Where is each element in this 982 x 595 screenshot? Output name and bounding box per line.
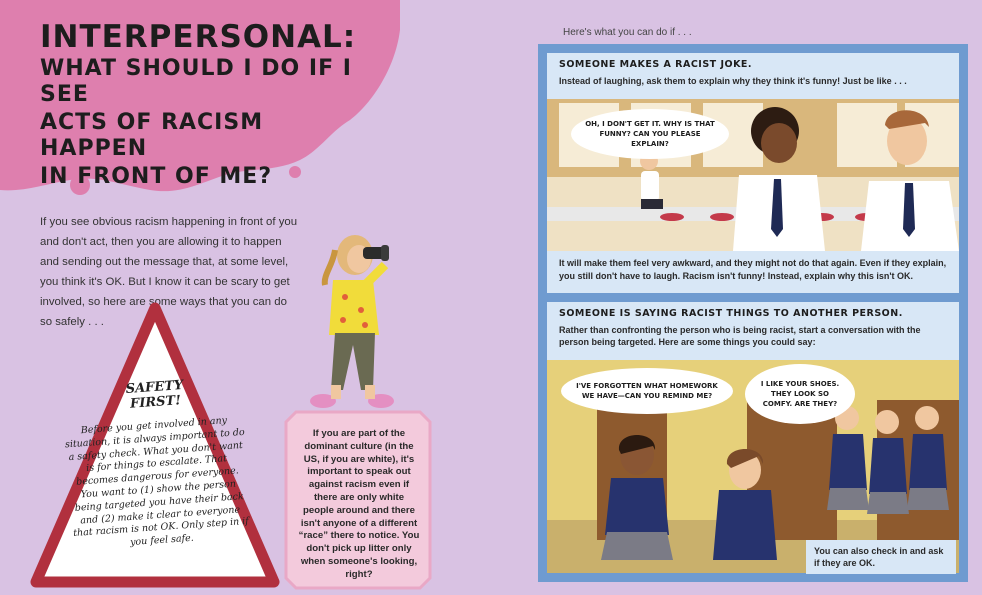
safety-title-line-2: FIRST!: [129, 393, 182, 412]
panel-1-title: SOMEONE MAKES A RACIST JOKE.: [559, 59, 753, 70]
dominant-culture-text: If you are part of the dominant culture (in the US, if you are white), it's important to speak out against racism even if there are only white people around and there isn't anyone of a different “race” there to notice. You don't pick up litter only when someone's looking, right?: [298, 428, 420, 580]
panel-1-header: [547, 53, 959, 99]
safety-first-title: [114, 377, 196, 413]
page-subtitle-line-3: IN FRONT OF ME?: [40, 164, 273, 189]
panel-1-footer: It will make them feel very awkward, and they might not do that again. Even if they explain, you still don't have to laugh. Racism isn't funny! Instead, explain why this isn't OK.: [547, 251, 959, 293]
panel-2-speech-bubble-right: I LIKE YOUR SHOES. THEY LOOK SO COMFY. ARE THEY?: [745, 364, 855, 424]
comic-frame: [538, 44, 968, 582]
panel-1-speech-bubble: OH, I DON'T GET IT. WHY IS THAT FUNNY? CAN YOU PLEASE EXPLAIN?: [571, 109, 729, 159]
girl-with-binoculars-illustration: [295, 225, 415, 425]
panel-1-subtitle: Instead of laughing, ask them to explain why they think it's funny! Just be like . . .: [559, 76, 907, 86]
panel-2-footer: You can also check in and ask if they are OK.: [806, 540, 956, 574]
safety-first-sign: [30, 300, 280, 592]
panel-2-speech-bubble-left: I'VE FORGOTTEN WHAT HOMEWORK WE HAVE—CAN YOU REMIND ME?: [561, 368, 733, 414]
panel-1-illustration: [547, 99, 959, 251]
page-title: INTERPERSONAL:: [40, 19, 357, 55]
panel-2-subtitle: Rather than confronting the person who is being racist, start a conversation with the person being targeted. Here are some things you could say:: [559, 325, 921, 347]
intro-paragraph: If you see obvious racism happening in front of you and don't act, then you are allowing it to happen and sending out the message that, at some level, you think it's OK. But I know it can be scary to get involved, so here are some ways that you can do so safely . . .: [40, 216, 298, 328]
safety-first-body: Before you get involved in any situation, it is always important to do a safety check. What you don't want is for things to escalate. That becomes dangerous for everyone. You want to (1) show the person being targeted you have their back and (2) make it clear to everyone that racism is not OK. Only step in if you feel safe.: [64, 415, 250, 549]
safety-title-line-1: SAFETY: [125, 378, 184, 398]
dominant-culture-note: [284, 410, 432, 590]
panel-2-header: [547, 302, 959, 360]
page-title-block: [40, 20, 370, 190]
page-subtitle-line-2: ACTS OF RACISM HAPPEN: [40, 110, 264, 161]
page-subtitle-line-1: WHAT SHOULD I DO IF I SEE: [40, 56, 352, 107]
right-page-intro: Here's what you can do if . . .: [563, 27, 692, 38]
panel-2-title: SOMEONE IS SAYING RACIST THINGS TO ANOTHER PERSON.: [559, 308, 903, 319]
